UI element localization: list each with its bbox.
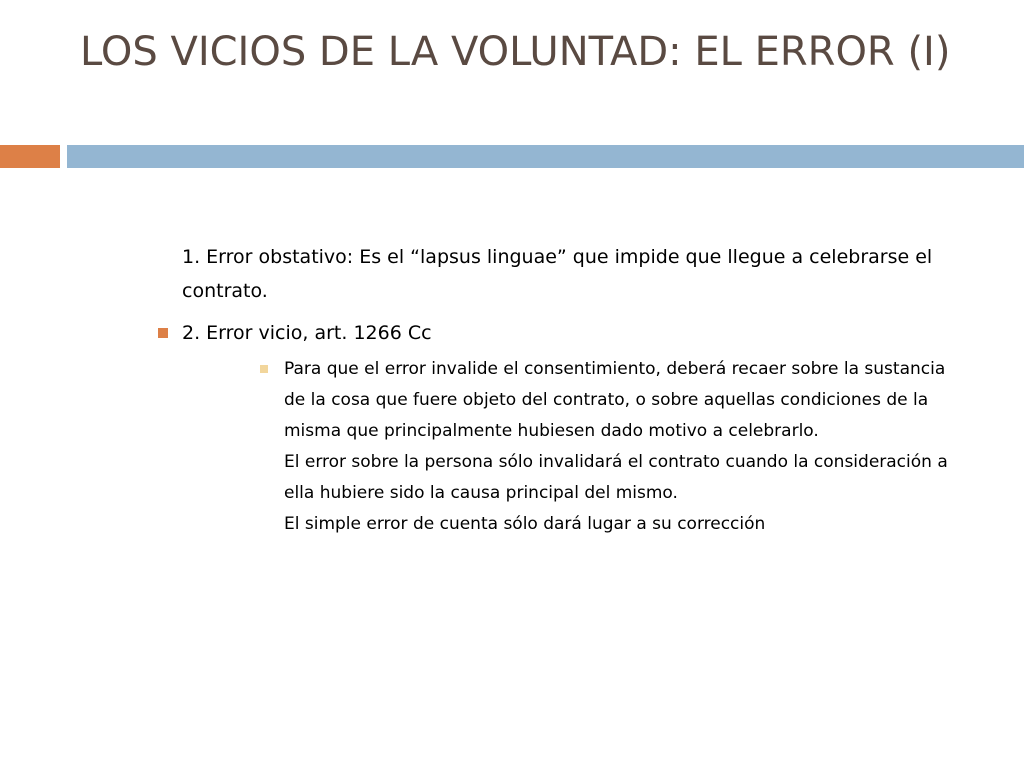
sub-bullet-line-3: El simple error de cuenta sólo dará lugar a su corrección <box>284 514 766 534</box>
square-sub-bullet-icon <box>260 365 268 373</box>
accent-bar-blue <box>67 145 1024 168</box>
sub-bullet-text <box>284 354 964 540</box>
bullet-error-vicio: 2. Error vicio, art. 1266 Cc <box>182 322 432 344</box>
accent-bar-orange <box>0 145 60 168</box>
slide-title: LOS VICIOS DE LA VOLUNTAD: EL ERROR (I) <box>80 29 951 75</box>
paragraph-error-obstativo: 1. Error obstativo: Es el “lapsus linguae” que impide que llegue a celebrarse el contrato. <box>182 246 933 302</box>
square-bullet-icon <box>158 328 168 338</box>
sub-bullet-line-1: Para que el error invalide el consentimiento, deberá recaer sobre la sustancia de la cosa que fuere objeto del contrato, o sobre aquellas condiciones de la misma que principalmente hubiesen dado motivo a celebrarlo. <box>284 359 951 441</box>
sub-bullet-line-2: El error sobre la persona sólo invalidará el contrato cuando la consideración a ella hubiere sido la causa principal del mismo. <box>284 452 954 503</box>
